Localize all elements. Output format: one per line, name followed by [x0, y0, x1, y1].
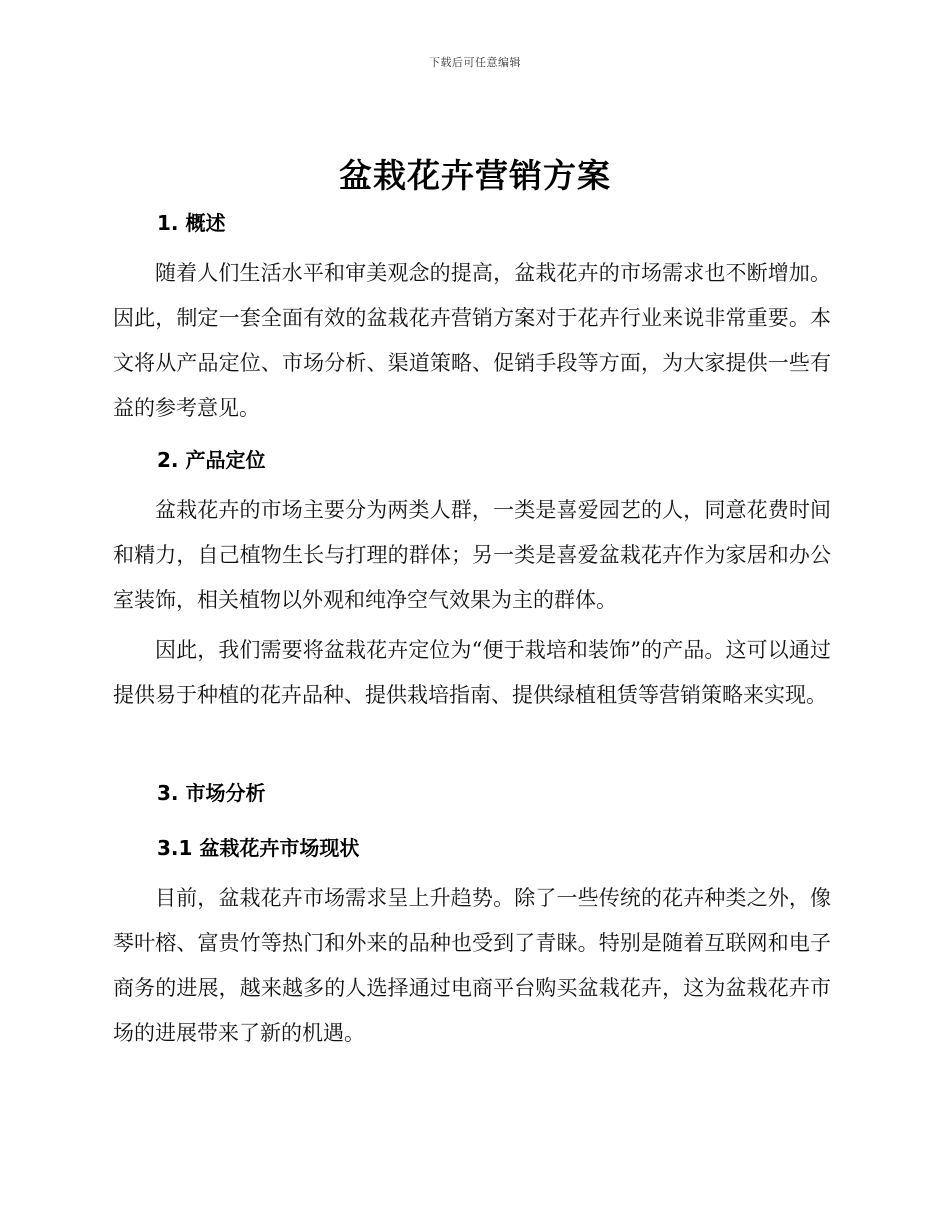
- section-1-paragraph: 随着人们生活水平和审美观念的提高，盆栽花卉的市场需求也不断增加。因此，制定一套全面有效的盆栽花卉营销方案对于花卉行业来说非常重要。本文将从产品定位、市场分析、渠道策略、促销手段等方面，为大家提供一些有益的参考意见。: [113, 261, 831, 420]
- section-2-heading: 2. 产品定位: [157, 448, 266, 472]
- section-3-heading: 3. 市场分析: [157, 781, 266, 805]
- section-2-paragraph-2: 因此，我们需要将盆栽花卉定位为“便于栽培和装饰”的产品。这可以通过提供易于种植的花卉品种、提供栽培指南、提供绿植租赁等营销策略来实现。: [113, 638, 831, 707]
- section-1-heading: 1. 概述: [157, 211, 226, 235]
- section-3-1-paragraph: 目前，盆栽花卉市场需求呈上升趋势。除了一些传统的花卉种类之外，像琴叶榕、富贵竹等热门和外来的品种也受到了青睐。特别是随着互联网和电子商务的进展，越来越多的人选择通过电商平台购买盆栽花卉，这为盆栽花卉市场的进展带来了新的机遇。: [113, 886, 831, 1045]
- header-note: 下载后可任意编辑: [429, 56, 521, 69]
- document-title: 盆栽花卉营销方案: [339, 156, 611, 195]
- section-3-1-heading: 3.1 盆栽花卉市场现状: [157, 836, 360, 860]
- section-2-paragraph-1: 盆栽花卉的市场主要分为两类人群，一类是喜爱园艺的人，同意花费时间和精力，自己植物生长与打理的群体；另一类是喜爱盆栽花卉作为家居和办公室装饰，相关植物以外观和纯净空气效果为主的群体。: [113, 498, 831, 612]
